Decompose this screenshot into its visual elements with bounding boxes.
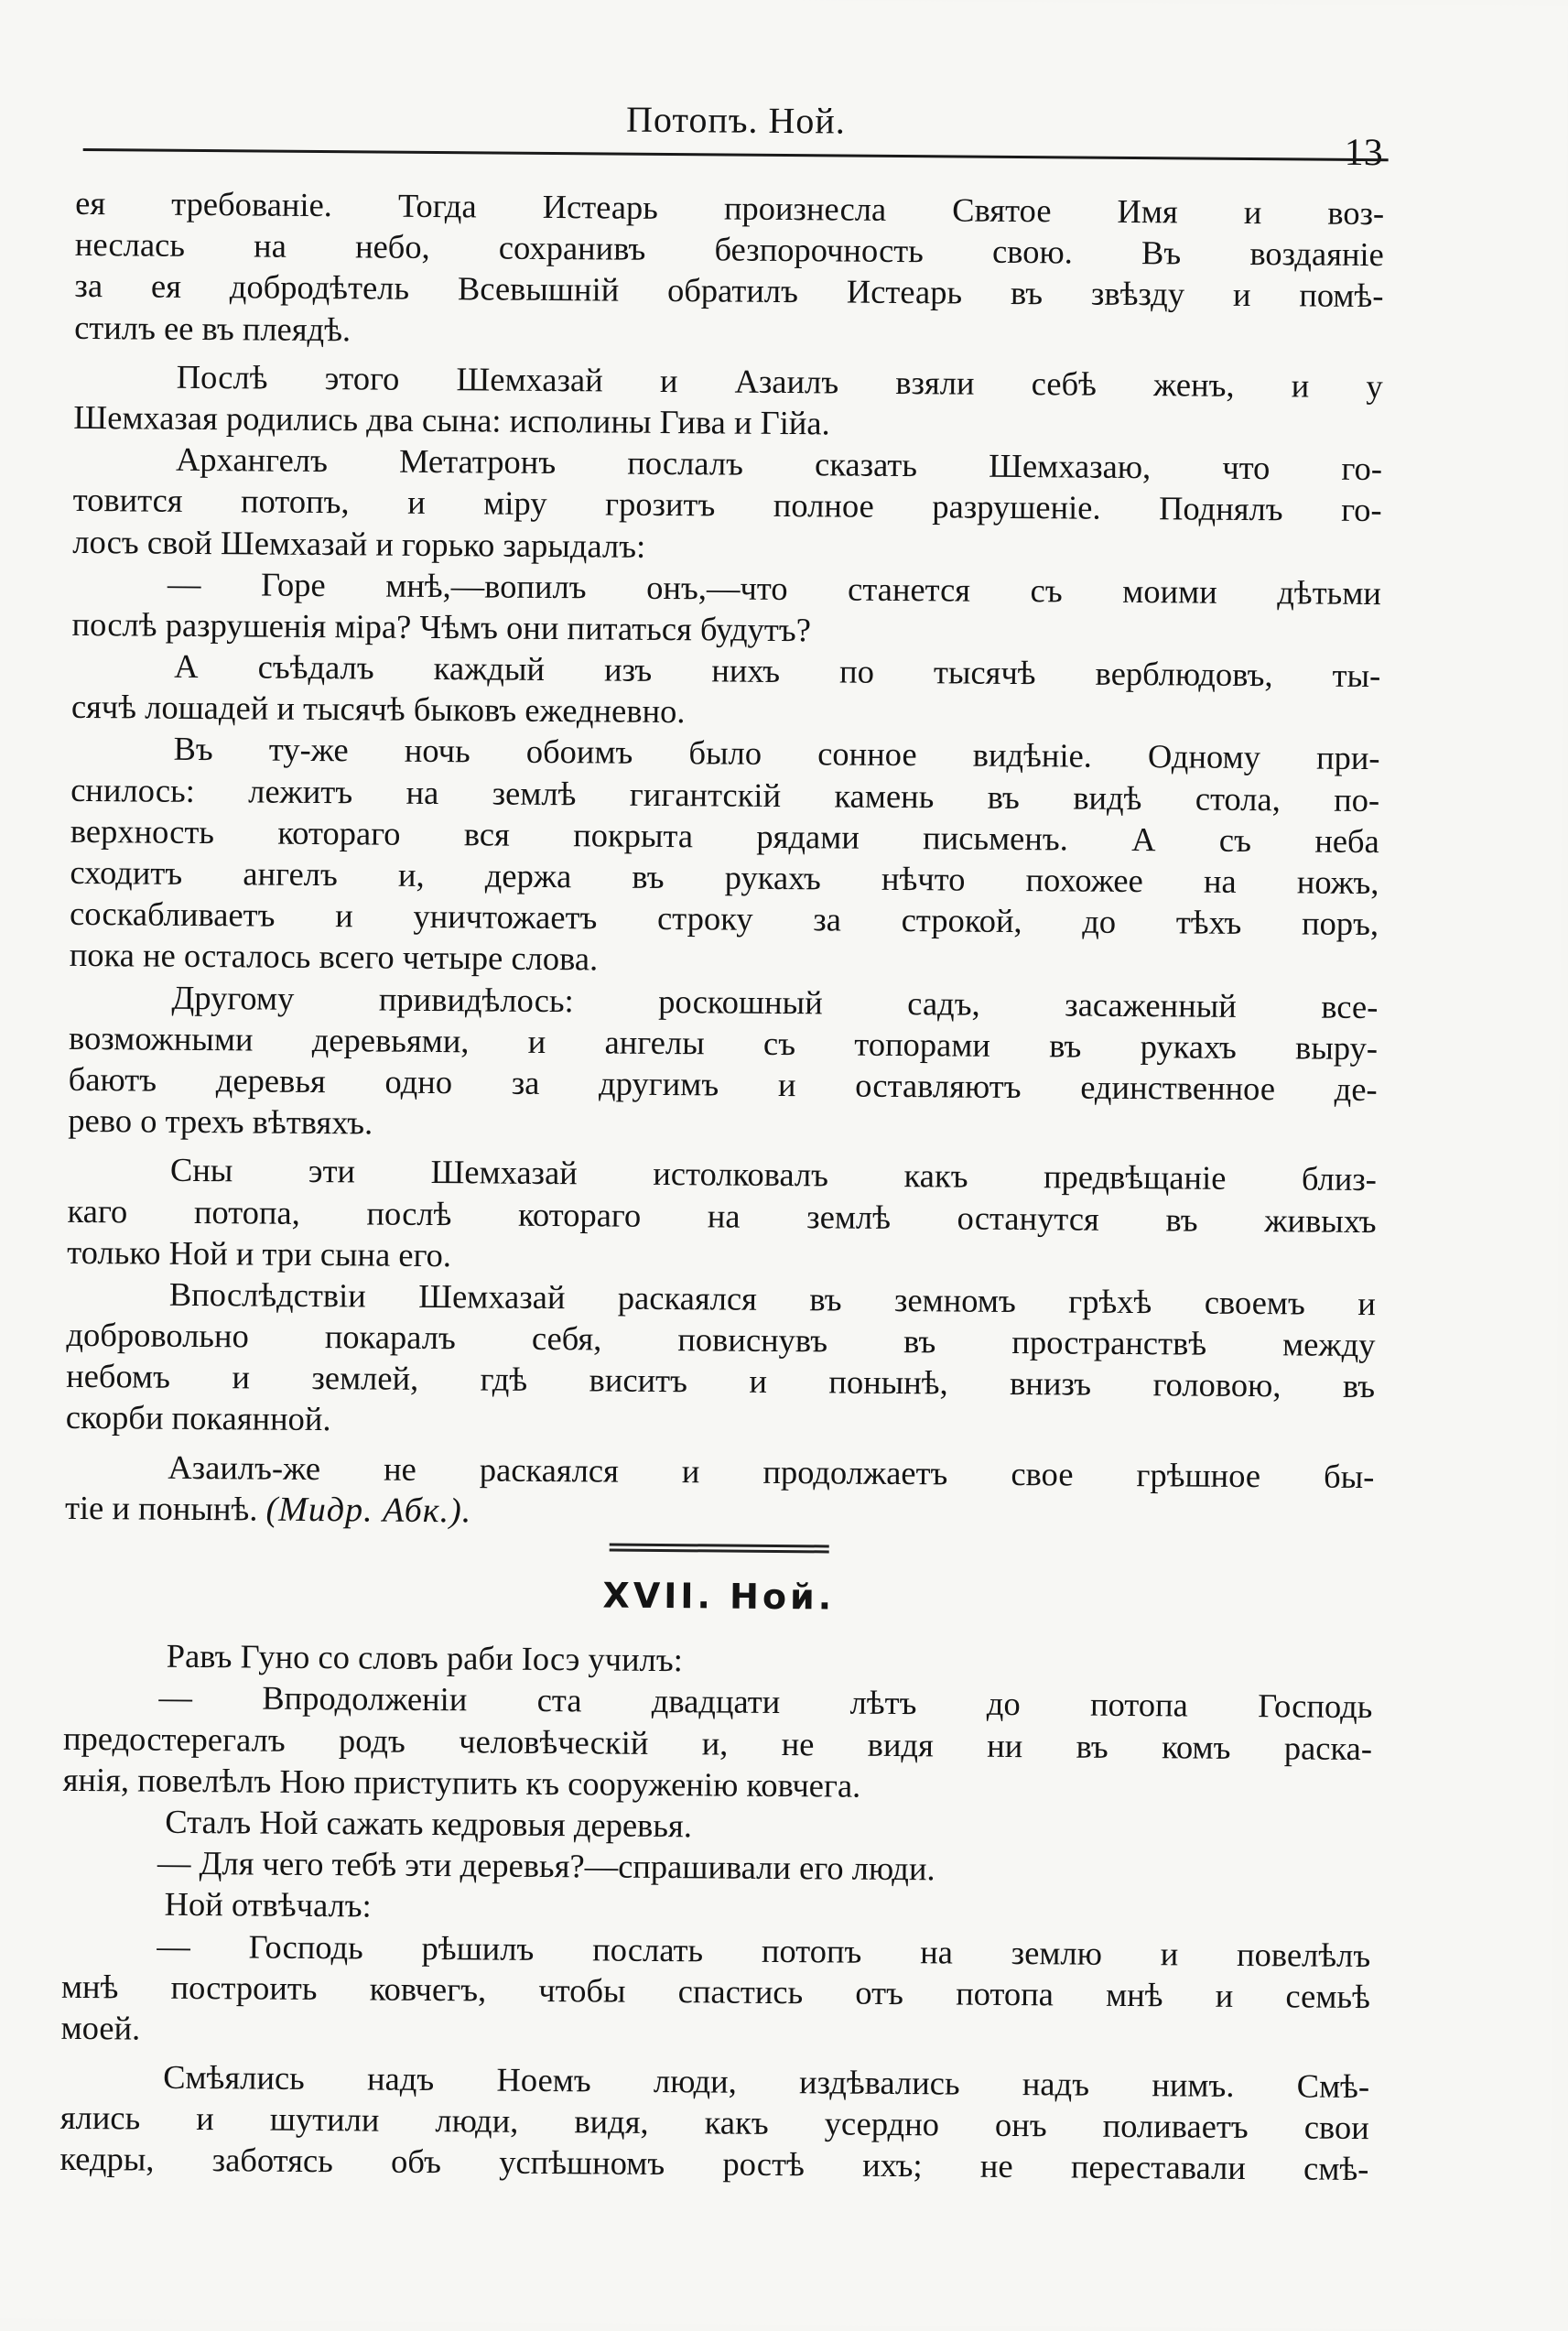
text-line: баютъ деревья одно за другимъ и оставляютъ единственное де- (68, 1059, 1378, 1109)
body-text (59, 182, 1384, 2190)
section-divider (610, 1544, 829, 1554)
text-line: ялись и шутили люди, видя, какъ усердно онъ поливаетъ свои (59, 2098, 1369, 2147)
text-line: — Для чего тебѣ эти деревья?—спрашивали его люди. (157, 1843, 935, 1888)
text-line: Архангелъ Метатронъ послалъ сказать Шемхазаю, что го- (175, 439, 1383, 488)
text-line: Послѣ этого Шемхазай и Азаилъ взяли себѣ женъ, и у (176, 357, 1383, 405)
running-title: Потопъ. Ной. (625, 98, 846, 142)
text-line: янія, повелѣлъ Ною приступить къ сооруженію ковчега. (62, 1760, 861, 1805)
text-line: — Господь рѣшилъ послать потопъ на землю и повелѣлъ (157, 1926, 1371, 1974)
text-line: пока не осталось всего четыре слова. (69, 936, 599, 978)
text-line: снилось: лежитъ на землѣ гигантскій камень въ видѣ стола, по- (70, 770, 1380, 819)
text-line: ея требованіе. Тогда Истеарь произнесла Святое Имя и воз- (75, 183, 1385, 233)
text-line: соскабливаетъ и уничтожаетъ строку за строкой, до тѣхъ поръ, (69, 894, 1379, 943)
text-line: послѣ разрушенія міра? Чѣмъ они питаться будутъ? (71, 604, 812, 649)
text-line: скорби покаянной. (65, 1398, 331, 1438)
text-line: Ной отвѣчалъ: (164, 1885, 372, 1924)
text-line: Въ ту-же ночь обоимъ было сонное видѣніе. Одному при- (173, 730, 1380, 777)
text-line: Равъ Гуно со словъ раби Іосэ училъ: (166, 1636, 683, 1679)
text-fragment: тіе и понынѣ. (64, 1488, 258, 1528)
text-line: каго потопа, послѣ котораго на землѣ останутся въ живыхъ (67, 1191, 1377, 1240)
text-line: небомъ и землей, гдѣ виситъ и понынѣ, внизъ головою, въ (66, 1357, 1376, 1405)
text-line: добровольно покаралъ себя, повиснувъ въ пространствѣ между (66, 1315, 1376, 1364)
text-line: за ея добродѣтель Всевышній обратилъ Истеарь въ звѣзду и помѣ- (74, 266, 1384, 315)
text-line: рево о трехъ вѣтвяхъ. (68, 1101, 373, 1142)
source-citation: (Мидр. Абк.). (265, 1490, 472, 1531)
text-line: только Ной и три сына его. (67, 1232, 452, 1274)
text-line: Азаилъ-же не раскаялся и продолжаетъ свое грѣшное бы- (168, 1447, 1375, 1495)
text-line: сячѣ лошадей и тысячѣ быковъ ежедневно. (70, 688, 686, 731)
text-line: неслась на небо, сохранивъ безпорочность свою. Въ воздаяніе (74, 225, 1384, 274)
text-line: Смѣялись надъ Ноемъ люди, издѣвались надъ нимъ. Смѣ- (163, 2057, 1370, 2106)
text-line: Впослѣдствіи Шемхазай раскаялся въ земномъ грѣхѣ своемъ и (168, 1274, 1377, 1322)
page-number: 13 (1344, 131, 1383, 175)
text-line: моей. (60, 2008, 141, 2047)
text-line: стилъ ее въ плеядѣ. (74, 308, 351, 348)
text-line: возможными деревьями, и ангелы съ топорами въ рукахъ выру- (68, 1018, 1379, 1067)
text-line: Сны эти Шемхазай истолковалъ какъ предвѣщаніе близ- (169, 1151, 1378, 1198)
text-line: — Впродолженіи ста двадцати лѣтъ до потопа Господь (158, 1678, 1373, 1726)
text-line: Шемхазая родились два сына: исполины Гива и Гійа. (73, 397, 830, 442)
text-line: мнѣ построить ковчегъ, чтобы спастись отъ потопа мнѣ и семьѣ (60, 1967, 1371, 2015)
text-line: Сталъ Ной сажать кедровыя деревья. (165, 1802, 693, 1845)
text-line: сходитъ ангелъ и, держа въ рукахъ нѣчто похожее на ножъ, (70, 852, 1379, 902)
text-line: кедры, заботясь объ успѣшномъ ростѣ ихъ; не переставали смѣ- (59, 2140, 1369, 2188)
text-line: А съѣдалъ каждый изъ нихъ по тысячѣ верблюдовъ, ты- (174, 646, 1381, 695)
text-line: предостерегалъ родъ человѣческій и, не видя ни въ комъ раска- (62, 1718, 1373, 1767)
text-line: — Горе мнѣ,—вопилъ онъ,—что станется съ моими дѣтьми (167, 564, 1382, 612)
text-line: лосъ свой Шемхазай и горько зарыдалъ: (72, 522, 646, 565)
text-line: верхность котораго вся покрыта рядами письменъ. А съ неба (70, 811, 1379, 860)
text-line: Другому привидѣлось: роскошный садъ, засаженный все- (171, 978, 1379, 1025)
text-line: товится потопъ, и міру грозитъ полное разрушеніе. Поднялъ го- (72, 481, 1382, 529)
chapter-heading: XVII. Ной. (602, 1575, 836, 1618)
